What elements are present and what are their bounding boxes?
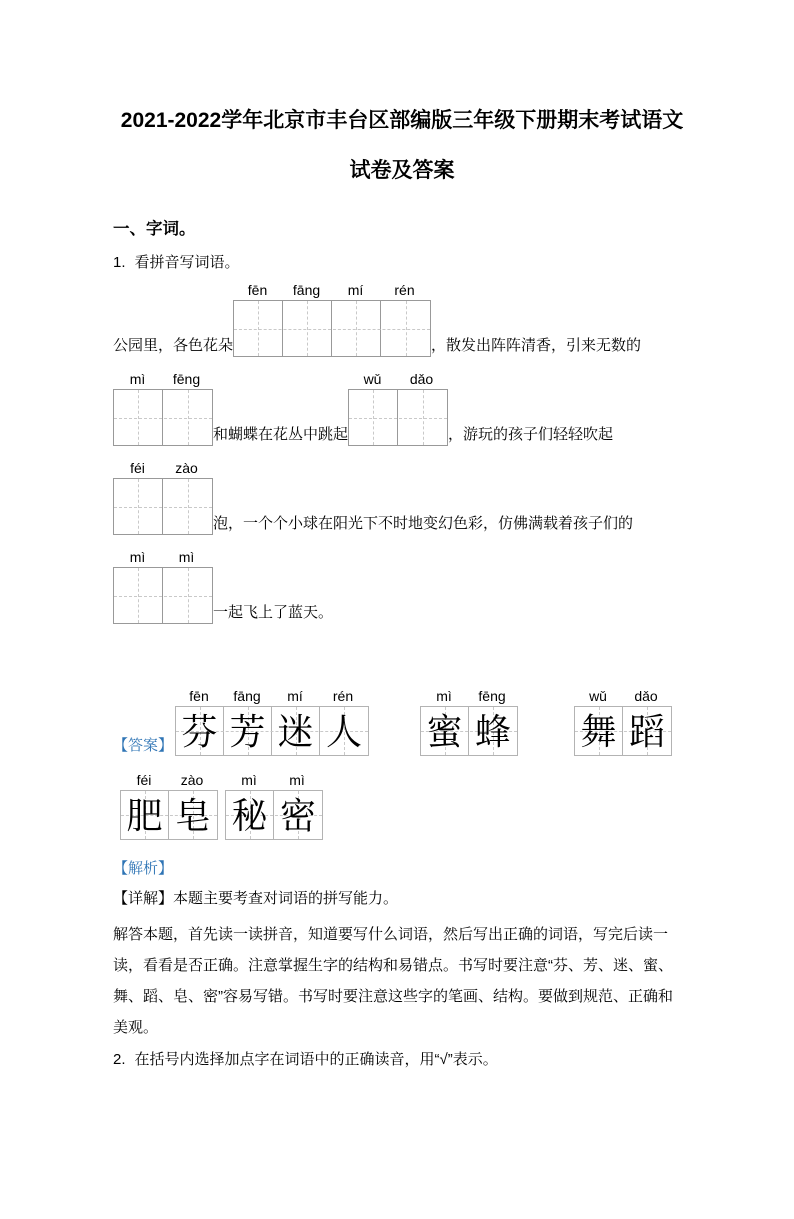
answer-character: 舞	[580, 712, 617, 752]
pinyin-label: zào	[175, 460, 198, 476]
writing-cell	[114, 479, 163, 534]
sentence-text: 和蝴蝶在花丛中跳起	[213, 426, 349, 443]
writing-cell	[381, 301, 430, 356]
writing-cells	[348, 389, 448, 446]
question-2-number: 2.	[113, 1051, 126, 1068]
answer-character: 芳	[229, 712, 266, 752]
pinyin-row	[233, 281, 431, 300]
answer-cell	[169, 791, 217, 839]
pinyin-label: dǎo	[634, 688, 658, 704]
pinyin-writing-grid-fei-zao	[113, 459, 213, 535]
sentence-text: ，散发出阵阵清香，引来无数的	[431, 337, 642, 354]
pinyin-row	[175, 687, 369, 706]
pinyin-label: mí	[347, 282, 364, 298]
answer-cells	[420, 706, 518, 756]
answer-character: 芬	[181, 712, 218, 752]
exam-paper-page	[0, 96, 794, 1219]
document-title: 2021-2022学年北京市丰台区部编版三年级下册期末考试语文试卷及答案	[120, 109, 684, 182]
q1-sentence-line-1	[113, 281, 684, 357]
answer-character: 迷	[277, 712, 314, 752]
answer-cell	[176, 707, 224, 755]
answer-row-1	[113, 687, 684, 756]
answer-row-2	[120, 771, 684, 840]
question-2	[113, 1049, 684, 1071]
answer-grid-mi-mi	[225, 771, 323, 840]
analysis-label: 【解析】	[113, 860, 174, 877]
answer-grid-mi-feng	[420, 687, 518, 756]
pinyin-row	[225, 771, 323, 790]
answer-character: 秘	[231, 796, 268, 836]
pinyin-row	[113, 370, 213, 389]
answer-cell	[121, 791, 169, 839]
pinyin-row	[113, 548, 213, 567]
pinyin-row	[120, 771, 218, 790]
pinyin-label: mì	[129, 549, 146, 565]
answer-character: 蜜	[426, 712, 463, 752]
writing-cell	[283, 301, 332, 356]
pinyin-label: fāng	[233, 688, 261, 704]
question-2-prompt: 在括号内选择加点字在词语中的正确读音，用“√”表示。	[134, 1051, 498, 1068]
pinyin-label: mì	[289, 772, 305, 788]
pinyin-label: zào	[180, 772, 204, 788]
answer-character: 皂	[174, 796, 211, 836]
answer-cell	[274, 791, 322, 839]
pinyin-label: wǔ	[363, 371, 382, 387]
answer-character: 蜂	[475, 712, 512, 752]
writing-cell	[234, 301, 283, 356]
pinyin-row	[348, 370, 448, 389]
writing-cell	[398, 390, 447, 445]
analysis-detail-line	[113, 887, 684, 911]
answer-cell	[224, 707, 272, 755]
pinyin-row	[420, 687, 518, 706]
writing-cells	[113, 389, 213, 446]
detail-label: 【详解】	[113, 890, 174, 907]
pinyin-writing-grid-fen-fang-mi-ren	[233, 281, 431, 357]
pinyin-label: mì	[129, 371, 146, 387]
pinyin-row	[574, 687, 672, 706]
question-1-number: 1.	[113, 254, 126, 271]
answer-label: 【答案】	[113, 737, 174, 754]
writing-cells	[113, 478, 213, 535]
pinyin-label: rén	[394, 282, 415, 298]
answer-cells	[175, 706, 369, 756]
answer-cells	[120, 790, 218, 840]
pinyin-label: fēn	[247, 282, 268, 298]
answer-cells	[574, 706, 672, 756]
pinyin-writing-grid-mi-mi	[113, 548, 213, 624]
writing-cell	[349, 390, 398, 445]
pinyin-label: mì	[241, 772, 257, 788]
pinyin-label: mì	[178, 549, 195, 565]
answer-grid-wu-dao	[574, 687, 672, 756]
answer-cell	[623, 707, 671, 755]
pinyin-label: féi	[130, 460, 145, 476]
answer-character: 人	[326, 712, 363, 752]
answer-cell	[272, 707, 320, 755]
writing-cell	[163, 390, 212, 445]
writing-cells	[233, 300, 431, 357]
answer-grid-fen-fang-mi-ren	[175, 687, 369, 756]
q1-sentence-line-2	[113, 370, 684, 446]
question-1-prompt: 看拼音写词语。	[134, 254, 240, 271]
pinyin-label: mí	[287, 688, 303, 704]
pinyin-label: rén	[332, 688, 354, 704]
pinyin-label: wǔ	[589, 688, 607, 704]
question-1	[113, 252, 684, 274]
sentence-text: 公园里，各色花朵	[113, 337, 234, 354]
answer-character: 肥	[126, 796, 163, 836]
analysis-paragraph: 解答本题，首先读一读拼音，知道要写什么词语，然后写出正确的词语，写完后读一读，看看是否正确。注意掌握生字的结构和易错点。书写时要注意“芬、芳、迷、蜜、舞、蹈、皂、密”容易写错。书写时要注意这些字的笔画、结构。要做到规范、正确和美观。	[113, 926, 673, 1036]
q1-sentence-line-3	[113, 459, 684, 535]
pinyin-writing-grid-wu-dao	[348, 370, 448, 446]
pinyin-label: fēng	[478, 688, 506, 704]
pinyin-label: mì	[436, 688, 452, 704]
sentence-text: 泡，一个个小球在阳光下不时地变幻色彩，仿佛满载着孩子们的	[213, 515, 634, 532]
sentence-text: 一起飞上了蓝天。	[213, 604, 334, 621]
section-1-heading: 一、字词。	[113, 220, 196, 238]
pinyin-writing-grid-mi-feng	[113, 370, 213, 446]
answer-cell	[575, 707, 623, 755]
sentence-text: ，游玩的孩子们轻轻吹起	[448, 426, 614, 443]
q1-sentence-line-4	[113, 548, 684, 624]
writing-cell	[114, 390, 163, 445]
writing-cell	[114, 568, 163, 623]
writing-cell	[163, 479, 212, 534]
answer-character: 蹈	[629, 712, 666, 752]
detail-intro-text: 本题主要考查对词语的拼写能力。	[173, 890, 399, 907]
pinyin-label: féi	[136, 772, 152, 788]
writing-cells	[113, 567, 213, 624]
answer-cell	[421, 707, 469, 755]
answer-cells	[225, 790, 323, 840]
pinyin-label: fēng	[172, 371, 201, 387]
pinyin-label: fēn	[189, 688, 209, 704]
writing-cell	[163, 568, 212, 623]
answer-cell	[469, 707, 517, 755]
answer-character: 密	[279, 796, 316, 836]
writing-cell	[332, 301, 381, 356]
answer-grid-fei-zao	[120, 771, 218, 840]
pinyin-label: dǎo	[409, 371, 434, 387]
answer-cell	[226, 791, 274, 839]
pinyin-row	[113, 459, 213, 478]
pinyin-label: fāng	[292, 282, 321, 298]
answer-cell	[320, 707, 368, 755]
